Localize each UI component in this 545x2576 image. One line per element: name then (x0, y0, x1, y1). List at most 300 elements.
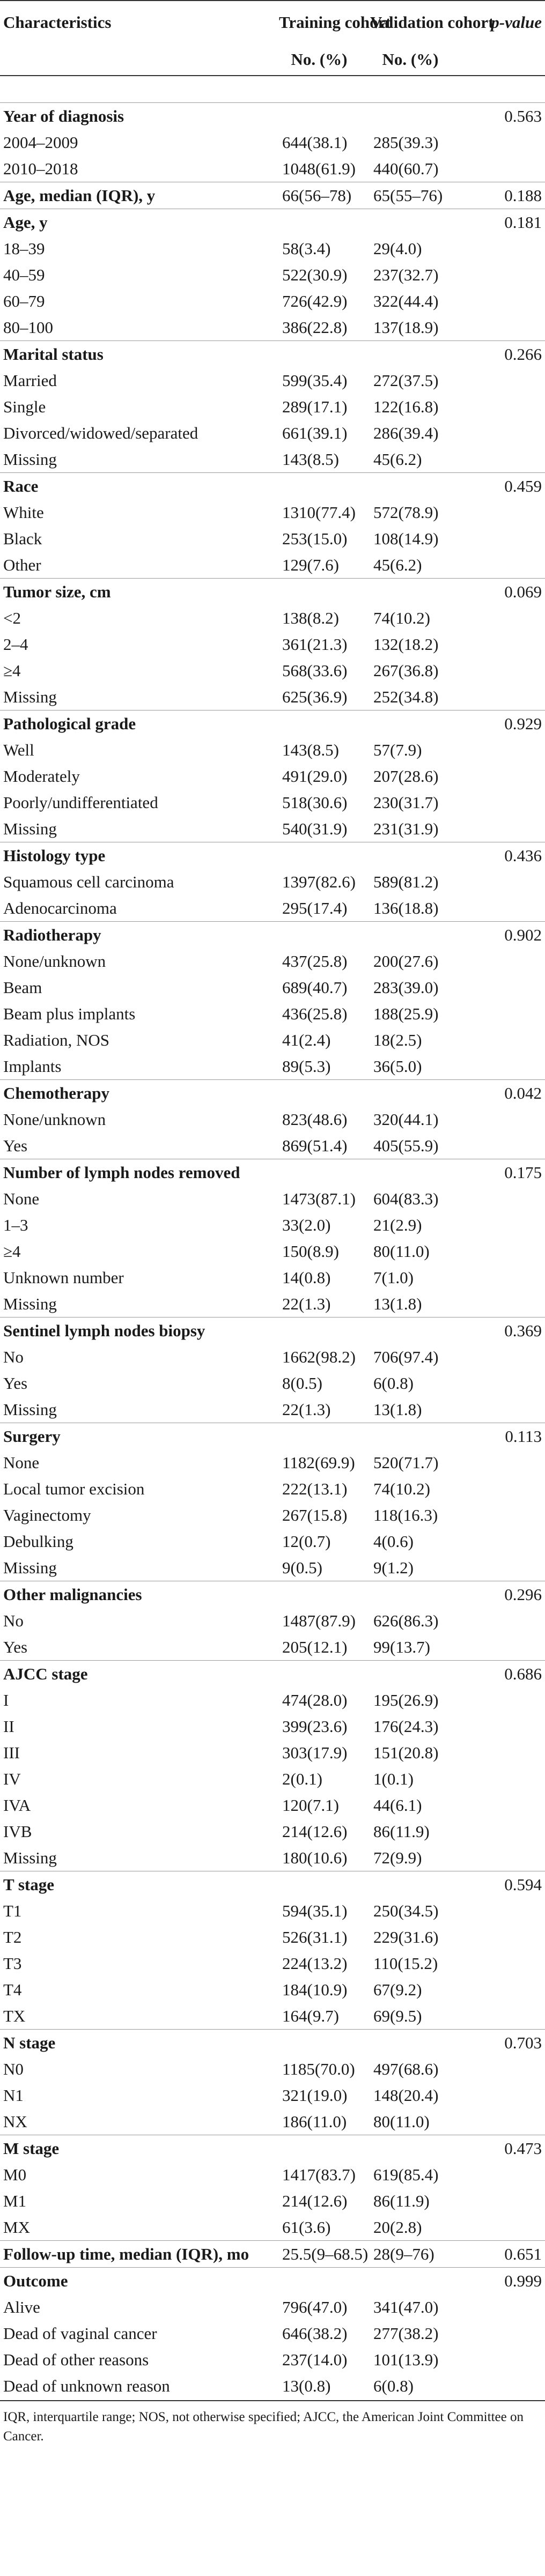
table-row (0, 763, 545, 789)
table-row (0, 684, 545, 710)
category-row (0, 1317, 545, 1344)
p-value (456, 262, 545, 288)
validation-value: 322(44.4) (373, 291, 439, 310)
p-value (456, 2188, 545, 2214)
training-value: 214(12.6) (282, 1822, 348, 1841)
validation-value: 132(18.2) (373, 634, 439, 654)
validation-value: 65(55–76) (373, 186, 443, 205)
row-label: N0 (3, 2059, 24, 2078)
training-value: 726(42.9) (282, 291, 348, 310)
training-value: 1487(87.9) (282, 1611, 356, 1630)
header-row (0, 1, 545, 44)
p-value: 0.296 (504, 1585, 542, 1604)
p-value (456, 1634, 545, 1661)
p-value: 0.266 (504, 344, 542, 364)
p-value (456, 314, 545, 341)
row-label: IV (3, 1769, 21, 1788)
validation-value (365, 842, 456, 869)
row-label: Dead of other reasons (3, 2350, 149, 2369)
category-label: T stage (3, 1875, 55, 1894)
category-label: Chemotherapy (3, 1083, 110, 1102)
training-value: 164(9.7) (282, 2006, 339, 2025)
p-value (456, 657, 545, 684)
row-label: N1 (3, 2085, 24, 2105)
table-row (0, 1634, 545, 1661)
table-body (0, 76, 545, 2399)
table-row (0, 525, 545, 552)
training-value: 61(3.6) (282, 2217, 331, 2237)
p-value (456, 605, 545, 631)
p-value (456, 1766, 545, 1792)
row-label: Dead of unknown reason (3, 2376, 170, 2395)
training-value: 518(30.6) (282, 793, 348, 812)
validation-value: 405(55.9) (373, 1136, 439, 1155)
table-row (0, 1132, 545, 1159)
row-label: Missing (3, 687, 57, 706)
category-label: Outcome (3, 2271, 68, 2290)
training-value (274, 1581, 365, 1608)
validation-value: 86(11.9) (373, 2191, 430, 2210)
validation-value: 86(11.9) (373, 1822, 430, 1841)
training-value: 22(1.3) (282, 1400, 331, 1419)
p-value (456, 948, 545, 974)
p-value (456, 129, 545, 156)
table-row (0, 1238, 545, 1264)
row-label: Missing (3, 1400, 57, 1419)
validation-value: 80(11.0) (373, 2112, 430, 2131)
validation-value (365, 1423, 456, 1450)
validation-value: 231(31.9) (373, 819, 439, 838)
training-value: 9(0.5) (282, 1558, 322, 1577)
training-value: 14(0.8) (282, 1268, 331, 1287)
training-value: 120(7.1) (282, 1795, 339, 1815)
row-label: 60–79 (3, 291, 45, 310)
validation-value: 9(1.2) (373, 1558, 414, 1577)
p-value: 0.929 (504, 714, 542, 733)
p-value (456, 1898, 545, 1924)
p-value: 0.902 (504, 925, 542, 944)
validation-value: 45(6.2) (373, 449, 422, 469)
row-label: Yes (3, 1373, 28, 1393)
validation-value: 20(2.8) (373, 2217, 422, 2237)
training-value: 644(38.1) (282, 132, 348, 152)
table-footnote: IQR, interquartile range; NOS, not otherwise specified; AJCC, the American Joint Committee on Cancer. (0, 2400, 545, 2446)
validation-value: 207(28.6) (373, 766, 439, 786)
training-value: 1185(70.0) (282, 2059, 355, 2078)
header-p-value: p-value (491, 13, 542, 32)
p-value (456, 2108, 545, 2135)
table-row (0, 1370, 545, 1396)
training-value: 58(3.4) (282, 239, 331, 258)
p-value (456, 1713, 545, 1739)
validation-value: 18(2.5) (373, 1030, 422, 1049)
training-value: 361(21.3) (282, 634, 348, 654)
validation-value: 45(6.2) (373, 555, 422, 574)
validation-value: 110(15.2) (373, 1953, 438, 1973)
table-row (0, 1739, 545, 1766)
row-label: M1 (3, 2191, 27, 2210)
row-label: Unknown number (3, 1268, 124, 1287)
p-value: 0.069 (504, 582, 542, 601)
p-value: 0.188 (504, 186, 542, 205)
row-label: Missing (3, 449, 57, 469)
training-value (274, 842, 365, 869)
training-value: 205(12.1) (282, 1637, 348, 1656)
validation-value: 148(20.4) (373, 2085, 439, 2105)
table-row (0, 499, 545, 525)
validation-value: 626(86.3) (373, 1611, 439, 1630)
row-label: Local tumor excision (3, 1479, 145, 1498)
validation-value (365, 1080, 456, 1107)
validation-value (365, 710, 456, 737)
training-value: 237(14.0) (282, 2350, 348, 2369)
p-value (456, 816, 545, 842)
p-value (456, 552, 545, 579)
row-label: Missing (3, 1558, 57, 1577)
training-value (274, 579, 365, 605)
validation-value: 122(16.8) (373, 397, 439, 416)
table-row (0, 2082, 545, 2108)
header-sub-empty (0, 44, 274, 76)
table-row (0, 2108, 545, 2135)
row-label: 2–4 (3, 634, 28, 654)
table-row (0, 1687, 545, 1713)
row-label: Yes (3, 1136, 28, 1155)
training-value: 224(13.2) (282, 1953, 348, 1973)
category-label: Histology type (3, 846, 106, 865)
row-label: None/unknown (3, 951, 106, 971)
p-value (456, 499, 545, 525)
table-row (0, 129, 545, 156)
category-row (0, 1423, 545, 1450)
validation-value: 67(9.2) (373, 1980, 422, 1999)
training-value: 150(8.9) (282, 1241, 339, 1261)
header-sub-training: No. (%) (291, 50, 348, 69)
validation-value: 440(60.7) (373, 159, 439, 178)
validation-value (365, 473, 456, 500)
p-value: 0.042 (504, 1083, 542, 1102)
validation-value: 237(32.7) (373, 265, 439, 284)
validation-value (365, 2030, 456, 2056)
validation-value: 137(18.9) (373, 317, 439, 337)
header-subrow (0, 44, 545, 76)
validation-value (365, 209, 456, 236)
table-row (0, 420, 545, 446)
training-value: 143(8.5) (282, 449, 339, 469)
table-row (0, 1845, 545, 1871)
training-value: 386(22.8) (282, 317, 348, 337)
category-row (0, 2241, 545, 2268)
validation-value: 619(85.4) (373, 2165, 439, 2184)
table-row (0, 1792, 545, 1818)
table-row (0, 2003, 545, 2030)
p-value: 0.686 (504, 1664, 542, 1683)
training-value: 89(5.3) (282, 1056, 331, 1076)
validation-value (365, 579, 456, 605)
category-label: Surgery (3, 1426, 61, 1446)
row-label: I (3, 1690, 9, 1709)
row-label: 18–39 (3, 239, 45, 258)
validation-value: 21(2.9) (373, 1215, 422, 1234)
p-value (456, 1291, 545, 1317)
training-value: 796(47.0) (282, 2297, 348, 2316)
table-row (0, 1502, 545, 1528)
p-value: 0.181 (504, 212, 542, 232)
p-value (456, 974, 545, 1001)
p-value (456, 2214, 545, 2241)
category-row (0, 2030, 545, 2056)
table-row (0, 657, 545, 684)
table-row (0, 446, 545, 473)
training-value: 1662(98.2) (282, 1347, 356, 1366)
training-value: 823(48.6) (282, 1109, 348, 1129)
category-row (0, 2135, 545, 2162)
validation-value: 13(1.8) (373, 1400, 422, 1419)
validation-value: 230(31.7) (373, 793, 439, 812)
training-value: 491(29.0) (282, 766, 348, 786)
table-row (0, 1027, 545, 1053)
p-value (456, 1264, 545, 1291)
row-label: Black (3, 529, 42, 548)
p-value (456, 763, 545, 789)
table-row (0, 1924, 545, 1950)
category-row (0, 103, 545, 130)
validation-value: 229(31.6) (373, 1927, 439, 1946)
row-label: T4 (3, 1980, 22, 1999)
training-value: 1310(77.4) (282, 502, 356, 522)
row-label: Missing (3, 819, 57, 838)
validation-value: 272(37.5) (373, 371, 439, 390)
table-row (0, 314, 545, 341)
row-label: II (3, 1716, 14, 1736)
p-value (456, 1001, 545, 1027)
training-value (274, 209, 365, 236)
p-value (456, 631, 545, 657)
p-value (456, 2162, 545, 2188)
training-value: 1397(82.6) (282, 872, 356, 891)
validation-value (365, 1159, 456, 1186)
training-value: 646(38.2) (282, 2323, 348, 2343)
category-label: M stage (3, 2138, 60, 2158)
training-value: 66(56–78) (282, 186, 352, 205)
p-value (456, 1344, 545, 1370)
category-label: Follow-up time, median (IQR), mo (3, 2244, 249, 2263)
training-value: 186(11.0) (282, 2112, 347, 2131)
validation-value (365, 922, 456, 949)
category-label: Year of diagnosis (3, 106, 124, 125)
category-label: Age, median (IQR), y (3, 186, 156, 205)
training-value (274, 341, 365, 368)
p-value (456, 367, 545, 394)
p-value (456, 1132, 545, 1159)
row-label: MX (3, 2217, 30, 2237)
p-value: 0.594 (504, 1875, 542, 1894)
training-value: 625(36.9) (282, 687, 348, 706)
training-value: 295(17.4) (282, 898, 348, 917)
training-value (274, 710, 365, 737)
row-label: IVB (3, 1822, 32, 1841)
category-label: Radiotherapy (3, 925, 101, 944)
validation-value: 44(6.1) (373, 1795, 422, 1815)
row-label: ≥4 (3, 661, 21, 680)
table-row (0, 1766, 545, 1792)
category-label: Pathological grade (3, 714, 136, 733)
table-row (0, 1344, 545, 1370)
validation-value: 28(9–76) (373, 2244, 434, 2263)
validation-value (365, 341, 456, 368)
table-row (0, 2294, 545, 2320)
training-value: 12(0.7) (282, 1531, 331, 1551)
category-label: Race (3, 476, 39, 495)
spacer-row (0, 76, 545, 103)
validation-value: 250(34.5) (373, 1901, 439, 1920)
validation-value: 195(26.9) (373, 1690, 439, 1709)
row-label: Well (3, 740, 34, 759)
category-row (0, 209, 545, 236)
row-label: Single (3, 397, 46, 416)
table-row (0, 1950, 545, 1977)
table-row (0, 1555, 545, 1581)
category-label: Age, y (3, 212, 48, 232)
validation-value (365, 76, 456, 103)
p-value (456, 2056, 545, 2082)
training-value: 13(0.8) (282, 2376, 331, 2395)
p-value: 0.563 (504, 106, 542, 125)
category-row (0, 1581, 545, 1608)
p-value (456, 1845, 545, 1871)
category-label: AJCC stage (3, 1664, 88, 1683)
p-value (456, 2082, 545, 2108)
table-row (0, 1449, 545, 1476)
training-value: 399(23.6) (282, 1716, 348, 1736)
training-value: 436(25.8) (282, 1004, 348, 1023)
p-value (456, 2003, 545, 2030)
table-row (0, 2214, 545, 2241)
row-label: Yes (3, 1637, 28, 1656)
training-value (274, 473, 365, 500)
table-row (0, 869, 545, 895)
validation-value (365, 1661, 456, 1687)
row-label: Beam plus implants (3, 1004, 136, 1023)
p-value (456, 446, 545, 473)
validation-value: 1(0.1) (373, 1769, 414, 1788)
validation-value: 497(68.6) (373, 2059, 439, 2078)
training-value: 1048(61.9) (282, 159, 356, 178)
category-row (0, 1871, 545, 1898)
row-label: 40–59 (3, 265, 45, 284)
category-label: N stage (3, 2033, 56, 2052)
table-row (0, 1106, 545, 1132)
training-value (274, 1159, 365, 1186)
table-row (0, 1977, 545, 2003)
p-value (456, 2373, 545, 2399)
table-row (0, 1264, 545, 1291)
table-row (0, 1898, 545, 1924)
p-value: 0.113 (505, 1426, 542, 1446)
p-value (456, 1924, 545, 1950)
table-row (0, 1001, 545, 1027)
validation-value: 286(39.4) (373, 423, 439, 442)
p-value (456, 76, 545, 103)
table-row (0, 156, 545, 182)
validation-value: 706(97.4) (373, 1347, 439, 1366)
training-value (274, 1871, 365, 1898)
training-value: 222(13.1) (282, 1479, 348, 1498)
training-value: 253(15.0) (282, 529, 348, 548)
table-row (0, 2346, 545, 2373)
training-value: 184(10.9) (282, 1980, 348, 1999)
row-label: TX (3, 2006, 26, 2025)
table-row (0, 1053, 545, 1080)
header-sub-empty-p (456, 44, 545, 76)
row-label: Vaginectomy (3, 1505, 91, 1524)
header-training-cohort: Training cohort (279, 13, 391, 32)
validation-value: 6(0.8) (373, 1373, 414, 1393)
table-row (0, 605, 545, 631)
validation-value: 108(14.9) (373, 529, 439, 548)
table-row (0, 394, 545, 420)
p-value: 0.999 (504, 2271, 542, 2290)
training-value: 180(10.6) (282, 1848, 348, 1867)
p-value (456, 1238, 545, 1264)
training-value (274, 1661, 365, 1687)
training-value: 594(35.1) (282, 1901, 348, 1920)
validation-value: 589(81.2) (373, 872, 439, 891)
p-value (456, 1502, 545, 1528)
validation-value: 200(27.6) (373, 951, 439, 971)
category-row (0, 579, 545, 605)
p-value (456, 1186, 545, 1212)
training-value: 869(51.4) (282, 1136, 348, 1155)
category-row (0, 182, 545, 209)
table-row (0, 1713, 545, 1739)
table-row (0, 789, 545, 816)
header-characteristics: Characteristics (3, 13, 112, 32)
validation-value: 72(9.9) (373, 1848, 422, 1867)
p-value (456, 1053, 545, 1080)
table-row (0, 1476, 545, 1502)
category-label: Tumor size, cm (3, 582, 111, 601)
training-value: 1417(83.7) (282, 2165, 356, 2184)
row-label: Moderately (3, 766, 80, 786)
p-value (456, 288, 545, 314)
row-label: III (3, 1743, 20, 1762)
category-label: Other malignancies (3, 1585, 142, 1604)
row-label: Implants (3, 1056, 62, 1076)
row-label: Dead of vaginal cancer (3, 2323, 157, 2343)
row-label: Alive (3, 2297, 40, 2316)
table-row (0, 895, 545, 922)
validation-value: 29(4.0) (373, 239, 422, 258)
row-label: Other (3, 555, 41, 574)
validation-value: 99(13.7) (373, 1637, 430, 1656)
validation-value: 136(18.8) (373, 898, 439, 917)
category-row (0, 473, 545, 500)
row-label: <2 (3, 608, 21, 627)
training-value: 526(31.1) (282, 1927, 348, 1946)
training-value: 25.5(9–68.5) (282, 2244, 369, 2263)
training-value: 321(19.0) (282, 2085, 348, 2105)
training-value (274, 2135, 365, 2162)
category-row (0, 2268, 545, 2294)
category-row (0, 842, 545, 869)
validation-value: 283(39.0) (373, 978, 439, 997)
table-row (0, 737, 545, 763)
validation-value (365, 2268, 456, 2294)
training-value (274, 2030, 365, 2056)
p-value (456, 1528, 545, 1555)
validation-value: 604(83.3) (373, 1189, 439, 1208)
